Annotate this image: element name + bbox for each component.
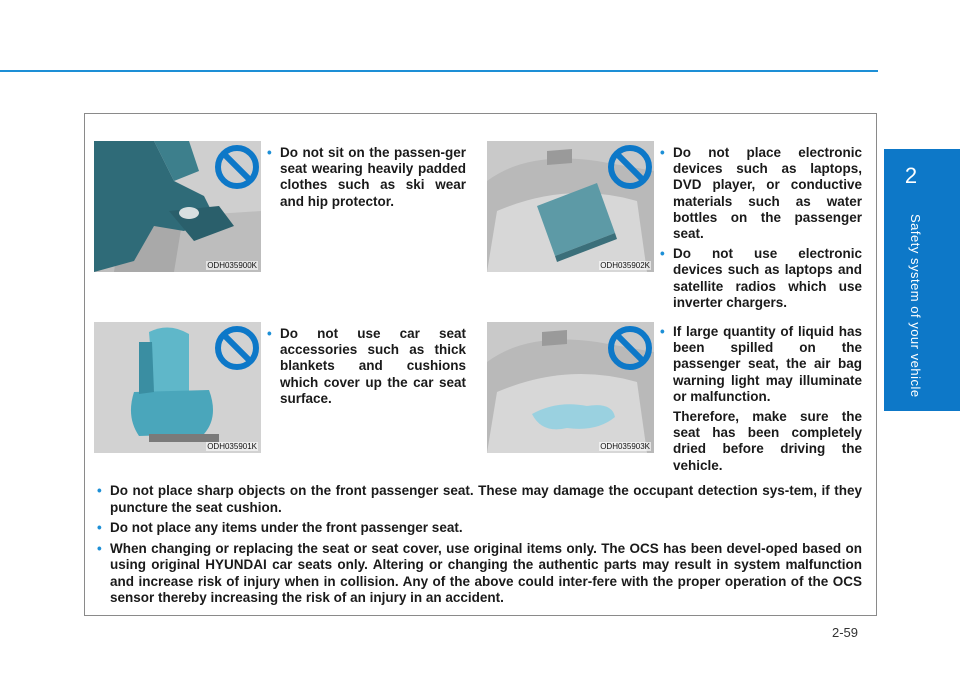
figure-seat-accessory — [94, 322, 261, 453]
bullet-icon: • — [267, 326, 272, 341]
page-number: 2-59 — [832, 625, 859, 640]
figure-code: ODH035900K — [207, 261, 257, 270]
figure-liquid-spill — [487, 322, 654, 453]
bullet-icon: • — [97, 483, 102, 498]
bullet-icon: • — [97, 520, 102, 535]
chapter-title: Safety system of your vehicle — [908, 214, 923, 398]
figure-code: ODH035901K — [207, 442, 257, 451]
warning-liquid-spill: • If large quantity of liquid has been spilled on the passenger seat, the air bag warning light may illuminate or malfunction. Therefore, make sure the seat has been completely dried before driving the vehicle. — [660, 324, 862, 473]
warning-heavy-clothes: • Do not sit on the passen-ger seat wearing heavily padded clothes such as ski wear and hip protector. — [267, 145, 466, 209]
header-rule — [0, 70, 878, 72]
figure-code: ODH035902K — [600, 261, 650, 270]
bullet-icon: • — [267, 145, 272, 160]
bullet-icon: • — [660, 324, 665, 339]
liquid-spill-note: Therefore, make sure the seat has been completely dried before driving the vehicle. — [673, 409, 862, 473]
figure-electronic-device — [487, 141, 654, 272]
warning-seat-accessories: • Do not use car seat accessories such as thick blankets and cushions which cover up the car seat surface. — [267, 326, 466, 406]
figure-code: ODH035903K — [600, 442, 650, 451]
warning-electronic-devices: • Do not place electronic devices such as laptops, DVD player, or conductive materials such as water bottles on the passenger seat. • Do not use electronic devices such as laptops and satellite radios which use inverter chargers. — [660, 145, 862, 310]
bullet-icon: • — [660, 145, 665, 160]
bullet-icon: • — [660, 246, 665, 262]
prohibition-icon — [94, 322, 261, 453]
prohibition-icon — [487, 141, 654, 272]
prohibition-icon — [487, 322, 654, 453]
prohibition-icon — [94, 141, 261, 272]
bottom-warnings: • Do not place sharp objects on the front passenger seat. These may damage the occupant detection sys-tem, if they puncture the seat cushion. • Do not place any items under the front passenger seat. • When changing or replacing the seat or seat cover, use original items only. The OCS has been devel-oped based on using original HYUNDAI car seats only. Altering or changing the authentic parts may result in system malfunction and increase risk of injury when in collision. Any of the above could inter-fere with the proper operation of the OCS sensor thereby increasing the risk of an injury in an accident. — [97, 483, 862, 605]
chapter-number: 2 — [884, 149, 938, 203]
figure-heavy-clothes — [94, 141, 261, 272]
bullet-icon: • — [97, 540, 102, 556]
